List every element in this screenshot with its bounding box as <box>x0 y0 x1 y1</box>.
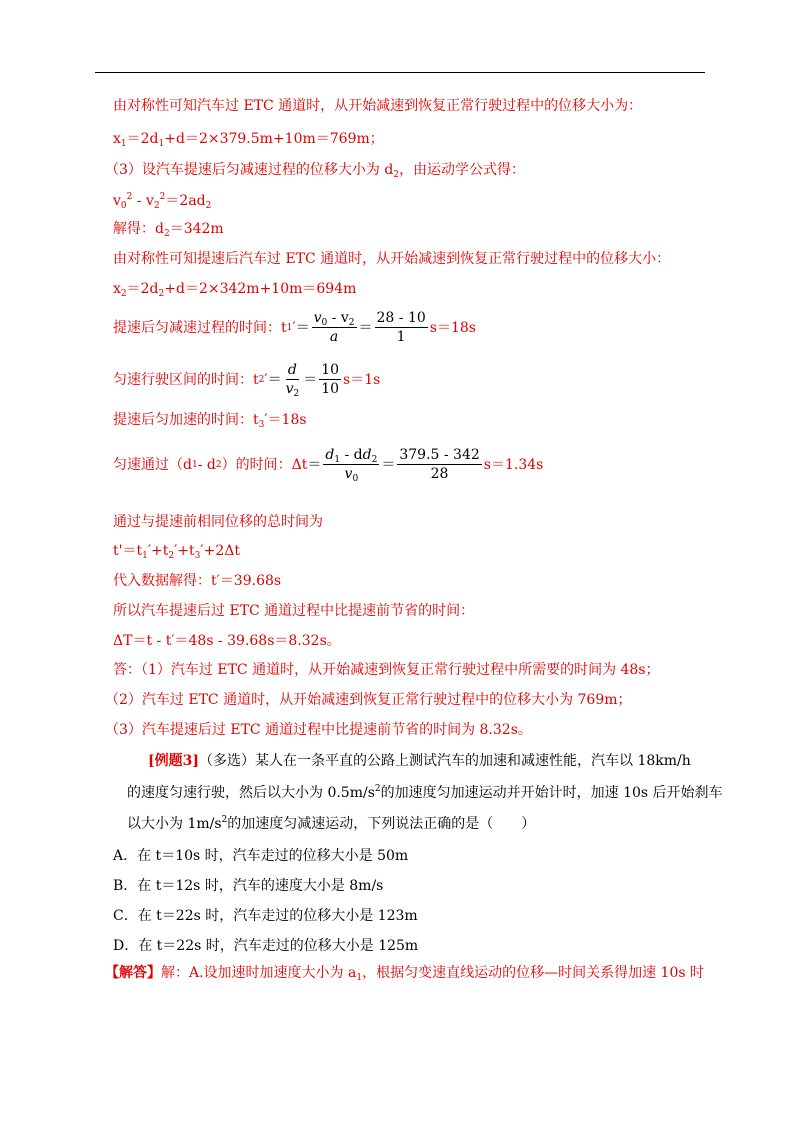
option-b: B．在 t＝12s 时，汽车的速度大小是 8m/s <box>113 878 384 894</box>
solution-line-9: 匀速行驶区间的时间：t 2 ′ ＝ $\frac{d}{v_2}$ ＝ $\frac{10}{10}$ s＝1s <box>113 362 381 399</box>
solution-line-10: 提速后匀加速的时间：$t_3'=18s$ <box>113 412 307 430</box>
solution-line-12: 通过与提速前相同位移的总时间为 <box>113 514 323 530</box>
answer-tag: 【解答】 <box>105 965 161 981</box>
answer-line-1: 答：（1）汽车过 ETC 通道时，从开始减速到恢复正常行驶过程中所需要的时间为 48s； <box>113 662 660 678</box>
solution-line-7: $x_2=2d_2+d=2\times 342m+10m=694m$ <box>113 281 357 299</box>
fraction-t2-values: $\frac{10}{10}$ <box>321 362 340 397</box>
solution-intro: 【解答】解：A.设加速时加速度大小为 $a_1$，根据匀变速直线运动的位移—时间关系得加速 10s 时 <box>105 965 704 983</box>
answer-line-3: （3）汽车提速后过 ETC 通道过程中比提速前节省的时间为 8.32s。 <box>105 722 532 738</box>
example-para-1: [例题3]（多选）某人在一条平直的公路上测试汽车的加速和减速性能，汽车以 18km/h <box>148 753 691 769</box>
solution-line-11: 匀速通过（d 1 - d 2 ）的时间：Δt ＝ $\frac{d_1 - dd_2}{v_0}$ ＝ $\frac{379.5 - 342}{28}$ s＝1.34s <box>113 447 544 484</box>
fraction-dt-values: $\frac{379.5 - 342}{28}$ <box>399 447 480 482</box>
example-tag: [例题3] <box>148 753 199 769</box>
option-c: C．在 t＝22s 时，汽车走过的位移大小是 123m <box>113 908 418 924</box>
option-d: D．在 t＝22s 时，汽车走过的位移大小是 125m <box>113 938 419 954</box>
solution-line-6: 由对称性可知提速后汽车过 ETC 通道时，从开始减速到恢复正常行驶过程中的位移大小： <box>113 251 671 267</box>
header-rule <box>95 72 705 73</box>
option-a: A．在 t＝10s 时，汽车走过的位移大小是 50m <box>113 848 409 864</box>
solution-line-16: ΔT＝t - t′＝48s - 39.68s＝8.32s。 <box>113 633 341 649</box>
example-para-3: 以大小为 $1m/s^2$的加速度匀减速运动，下列说法正确的是（ ） <box>127 815 536 832</box>
answer-line-2: （2）汽车过 ETC 通道时，从开始减速到恢复正常行驶过程中的位移大小为 769m； <box>105 692 632 708</box>
solution-line-2: $x_1=2d_1+d=2\times 379.5m+10m=769m$； <box>113 131 384 149</box>
solution-line-1: 由对称性可知汽车过 ETC 通道时，从开始减速到恢复正常行驶过程中的位移大小为： <box>113 98 643 114</box>
fraction-dt: $\frac{d_1 - dd_2}{v_0}$ <box>325 447 378 484</box>
solution-line-8: 提速后匀减速过程的时间：t 1 ′ ＝ $\frac{v_0 - v_2}{a}$ ＝ $\frac{28 - 10}{1}$ s＝18s <box>113 310 476 345</box>
solution-line-5: 解得：$d_2=342m$ <box>113 221 224 239</box>
solution-line-4: $v_0^2 - v_2^2=2ad_2$ <box>113 192 212 211</box>
example-para-2: 的速度匀速行驶，然后以大小为 $0.5m/s^2$的加速度匀加速运动并开始计时，加速 10s 后开始刹车 <box>127 784 723 801</box>
solution-line-15: 所以汽车提速后过 ETC 通道过程中比提速前节省的时间： <box>113 603 475 619</box>
fraction-t1-values: $\frac{28 - 10}{1}$ <box>376 310 426 345</box>
fraction-t1: $\frac{v_0 - v_2}{a}$ <box>313 310 355 345</box>
solution-line-3: （3）设汽车提速后匀减速过程的位移大小为 $d_2$，由运动学公式得： <box>105 162 526 180</box>
fraction-t2: $\frac{d}{v_2}$ <box>285 362 300 399</box>
solution-line-14: 代入数据解得：t′＝39.68s <box>113 573 282 589</box>
solution-line-13: $t'=t_1'+t_2'+t_3'+2\Delta t$ <box>113 543 240 561</box>
